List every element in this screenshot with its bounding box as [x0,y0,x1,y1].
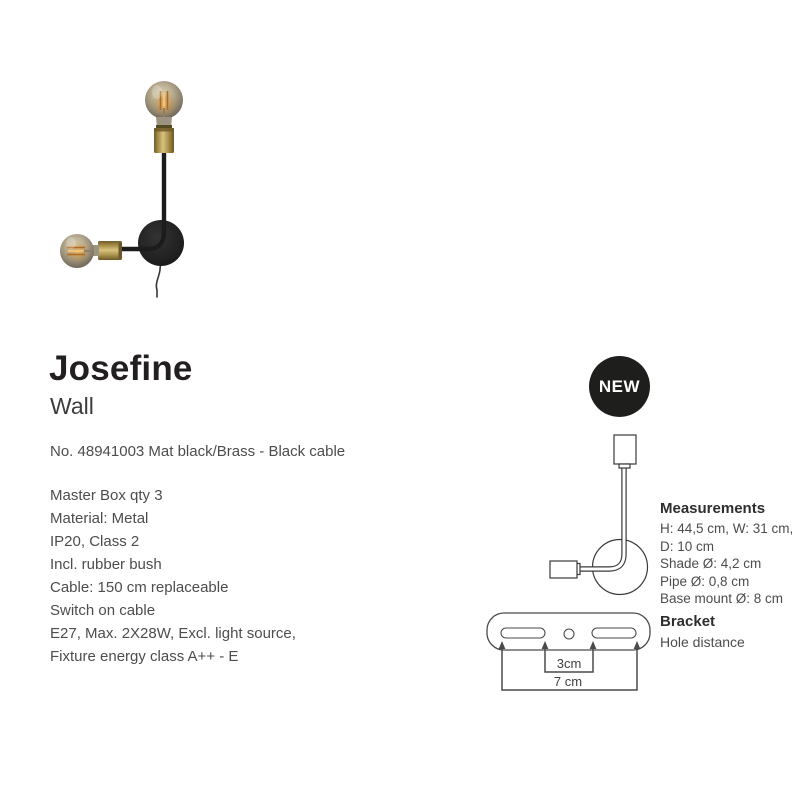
page-title: Josefine [49,349,193,388]
bracket-drawing [487,613,650,650]
product-photo [40,55,270,310]
spec-line: IP20, Class 2 [50,533,140,550]
product-number-line: No. 48941003 Mat black/Brass - Black cable [50,443,346,460]
top-bulb [145,81,183,153]
bracket-subheading: Hole distance [660,634,745,650]
bracket-slot-left [501,628,545,638]
measurement-line: Pipe Ø: 0,8 cm [660,573,750,589]
top-socket-outline [614,435,636,464]
spec-line: Material: Metal [50,510,149,527]
dimension-label-7cm: 7 cm [553,674,583,689]
measurement-line: D: 10 cm [660,538,715,554]
spec-line: E27, Max. 2X28W, Excl. light source, [50,625,296,642]
measurements-heading: Measurements [660,500,766,517]
measurements-section [660,500,800,608]
side-socket-outline [550,561,577,578]
spec-line: Cable: 150 cm replaceable [50,579,229,596]
bracket-slot-right [592,628,636,638]
measurement-line: Shade Ø: 4,2 cm [660,556,762,571]
top-bulb-socket [154,128,174,153]
new-badge [589,356,650,417]
top-socket-neck [619,464,630,468]
bottom-bulb [60,234,122,268]
spec-list [50,484,296,668]
bracket-center-hole [564,629,574,639]
technical-drawing [480,428,665,700]
dimension-label-3cm: 3cm [556,656,582,671]
bracket-heading: Bracket [660,613,716,630]
spec-line: Fixture energy class A++ - E [50,648,239,665]
bracket-section [660,613,800,651]
power-cable [156,262,160,297]
product-subtitle: Wall [50,393,94,419]
spec-line: Switch on cable [50,602,156,619]
measurement-line: H: 44,5 cm, W: 31 cm, [660,521,794,536]
lamp-outline-drawing [550,435,648,595]
bottom-bulb-socket [98,241,122,260]
measurement-line: Base mount Ø: 8 cm [660,591,784,606]
spec-line: Incl. rubber bush [50,556,162,573]
spec-line: Master Box qty 3 [50,487,163,504]
new-badge-label: NEW [598,376,641,396]
